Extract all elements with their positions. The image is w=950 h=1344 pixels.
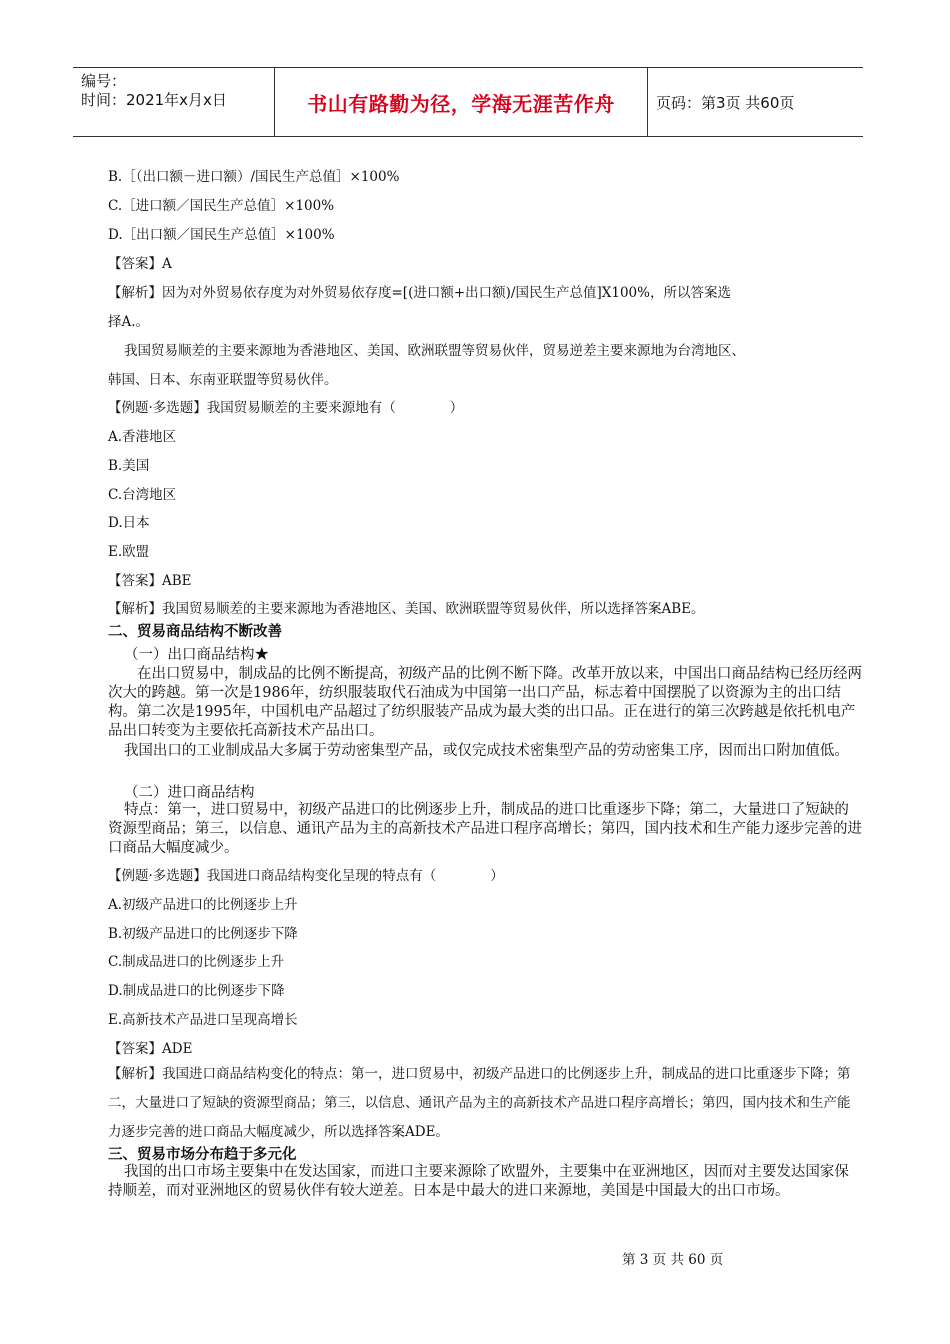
time-label: 时间：2021年x月x日 [81, 91, 227, 109]
q3-answer: 【答案】ADE [108, 1041, 193, 1057]
header-meta [73, 68, 275, 136]
section3-paragraph: 我国的出口市场主要集中在发达国家，而进口主要来源除了欧盟外，主要集中在亚洲地区，因而对主要发达国家保持顺差，而对亚洲地区的贸易伙伴有较大逆差。日本是中最大的进口来源地，美国是中国最大的出口市场。 [108, 1164, 849, 1199]
section2-sub2-paragraph: 特点：第一，进口贸易中，初级产品进口的比例逐步上升，制成品的进口比重逐步下降；第二，大量进口了短缺的资源型商品；第三，以信息、通讯产品为主的高新技术产品进口程序高增长；第四，国内技术和生产能力逐步完善的进口商品大幅度减少。 [108, 802, 862, 856]
q2-question: 【例题·多选题】我国贸易顺差的主要来源地有（ ） [108, 400, 464, 416]
q2-analysis: 【解析】我国贸易顺差的主要来源地为香港地区、美国、欧洲联盟等贸易伙伴，所以选择答案ABE。 [108, 601, 705, 617]
number-label: 编号： [81, 72, 127, 90]
q2-option-a: A.香港地区 [108, 429, 177, 445]
q1-option-b: B.［（出口额－进口额）/国民生产总值］×100% [108, 169, 400, 185]
q1-analysis-line2: 择A.。 [108, 314, 150, 330]
trade-paragraph-line2: 韩国、日本、东南亚联盟等贸易伙伴。 [108, 372, 338, 388]
section2-title: 二、贸易商品结构不断改善 [108, 624, 282, 640]
q3-option-d: D.制成品进口的比例逐步下降 [108, 983, 285, 999]
q2-option-e: E.欧盟 [108, 544, 150, 560]
section2-sub1: （一）出口商品结构★ [124, 647, 269, 663]
section2-sub2: （二）进口商品结构 [124, 785, 255, 801]
q2-answer: 【答案】ABE [108, 573, 192, 589]
q1-option-d: D.［出口额／国民生产总值］×100% [108, 227, 335, 243]
q2-option-d: D.日本 [108, 515, 150, 531]
header-motto: 书山有路勤为径，学海无涯苦作舟 [275, 68, 648, 136]
q3-question: 【例题·多选题】我国进口商品结构变化呈现的特点有（ ） [108, 868, 504, 884]
q1-analysis-line1: 【解析】因为对外贸易依存度为对外贸易依存度=[(进口额+出口额)/国民生产总值]X100%，所以答案选 [108, 285, 731, 301]
q3-option-e: E.高新技术产品进口呈现高增长 [108, 1012, 298, 1028]
q2-option-b: B.美国 [108, 458, 150, 474]
page-footer: 第 3 页 共 60 页 [622, 1252, 724, 1268]
section3-title: 三、贸易市场分布趋于多元化 [108, 1147, 297, 1163]
section2-sub1-paragraph1: 在出口贸易中，制成品的比例不断提高，初级产品的比例不断下降。改革开放以来，中国出口商品结构已经历经两次大的跨越。第一次是1986年，纺织服装取代石油成为中国第一出口产品，标志着中国摆脱了以资源为主的出口结构。第二次是1995年，中国机电产品超过了纺织服装产品成为最大类的出口品。正在进行的第三次跨越是依托机电产品出口转变为主要依托高新技术产品出口。 [108, 666, 862, 739]
q3-option-c: C.制成品进口的比例逐步上升 [108, 954, 285, 970]
section2-sub1-paragraph2: 我国出口的工业制成品大多属于劳动密集型产品，或仅完成技术密集型产品的劳动密集工序，因而出口附加值低。 [123, 743, 849, 759]
q1-option-c: C.［进口额／国民生产总值］×100% [108, 198, 335, 214]
trade-paragraph-line1: 我国贸易顺差的主要来源地为香港地区、美国、欧洲联盟等贸易伙伴，贸易逆差主要来源地为台湾地区、 [124, 343, 745, 359]
q3-option-a: A.初级产品进口的比例逐步上升 [108, 897, 298, 913]
q1-answer: 【答案】A [108, 256, 172, 272]
page-header [73, 67, 863, 137]
q3-option-b: B.初级产品进口的比例逐步下降 [108, 926, 298, 942]
header-page-label: 页码：第3页 共60页 [656, 93, 795, 112]
q3-analysis: 【解析】我国进口商品结构变化的特点：第一，进口贸易中，初级产品进口的比例逐步上升，制成品的进口比重逐步下降；第二，大量进口了短缺的资源型商品；第三，以信息、通讯产品为主的高新技术产品进口程序高增长；第四，国内技术和生产能力逐步完善的进口商品大幅度减少，所以选择答案ADE。 [108, 1066, 851, 1140]
q2-option-c: C.台湾地区 [108, 487, 177, 503]
